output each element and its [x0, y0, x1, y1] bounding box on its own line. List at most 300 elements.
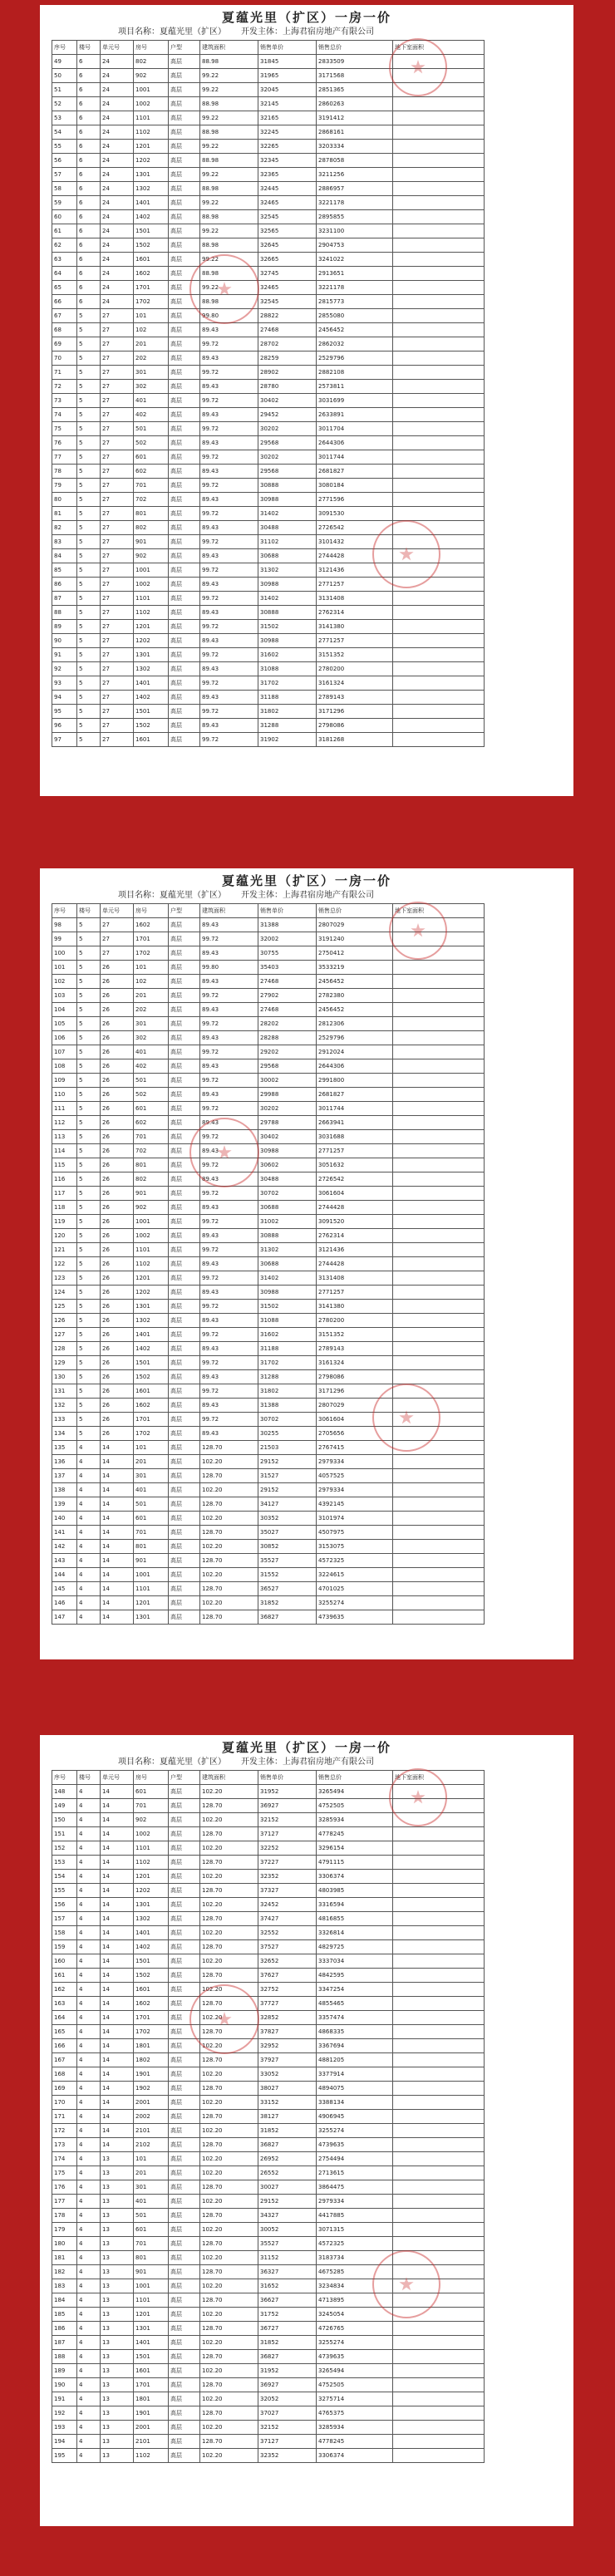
table-cell: 301 — [134, 1017, 169, 1031]
table-cell: 2798086 — [317, 1370, 393, 1384]
table-cell: 6 — [77, 210, 101, 224]
table-cell: 4 — [77, 1512, 101, 1526]
table-cell: 602 — [134, 465, 169, 479]
table-row — [52, 1300, 485, 1314]
table-cell: 89.43 — [200, 1031, 258, 1045]
table-cell: 4 — [77, 1596, 101, 1610]
table-cell: 1401 — [134, 1926, 169, 1940]
table-cell: 14 — [101, 1785, 134, 1799]
table-cell: 3141380 — [317, 1300, 393, 1314]
table-row — [52, 168, 485, 182]
table-cell: 27 — [101, 648, 134, 662]
table-cell — [393, 1469, 485, 1483]
table-cell: 5 — [77, 408, 101, 422]
table-cell: 5 — [77, 1356, 101, 1370]
table-row — [52, 1130, 485, 1144]
table-cell: 13 — [101, 2180, 134, 2195]
table-cell: 99.72 — [200, 1158, 258, 1172]
table-cell: 31388 — [258, 918, 317, 932]
table-cell: 99.72 — [200, 989, 258, 1003]
table-cell: 89.43 — [200, 1427, 258, 1441]
table-cell — [393, 2392, 485, 2406]
table-cell: 高层 — [169, 918, 200, 932]
table-cell: 124 — [52, 1286, 77, 1300]
table-cell: 2851365 — [317, 83, 393, 97]
table-cell: 88.98 — [200, 55, 258, 69]
table-cell: 31952 — [258, 2364, 317, 2378]
table-row — [52, 1540, 485, 1554]
table-cell: 4 — [77, 2406, 101, 2421]
table-cell — [393, 1568, 485, 1582]
table-cell: 89.43 — [200, 521, 258, 535]
table-cell: 2101 — [134, 2124, 169, 2138]
page-title: 夏蕴光里（扩区）一房一价 — [221, 1740, 391, 1755]
table-cell: 99.72 — [200, 648, 258, 662]
table-cell: 32252 — [258, 1841, 317, 1856]
table-cell: 66 — [52, 295, 77, 309]
table-cell: 89.43 — [200, 1399, 258, 1413]
table-cell: 1901 — [134, 2406, 169, 2421]
project-name: 项目名称：夏蕴光里（扩区） — [118, 1757, 226, 1767]
table-row — [52, 224, 485, 238]
table-cell: 5 — [77, 578, 101, 592]
table-cell: 14 — [101, 1799, 134, 1813]
table-cell — [393, 196, 485, 210]
table-cell — [393, 1413, 485, 1427]
table-cell: 128.70 — [200, 1884, 258, 1898]
column-header: 房号 — [134, 904, 169, 918]
table-row — [52, 281, 485, 295]
table-cell: 高层 — [169, 2237, 200, 2251]
table-cell: 14 — [101, 1969, 134, 1983]
table-cell — [393, 111, 485, 125]
table-cell: 32545 — [258, 210, 317, 224]
table-cell: 30988 — [258, 634, 317, 648]
table-cell: 高层 — [169, 549, 200, 563]
table-cell: 1102 — [134, 1856, 169, 1870]
table-row — [52, 2223, 485, 2237]
table-cell — [393, 1940, 485, 1954]
table-row — [52, 705, 485, 719]
table-cell: 26 — [101, 1271, 134, 1286]
table-cell: 6 — [77, 295, 101, 309]
table-cell — [393, 253, 485, 267]
table-cell — [393, 295, 485, 309]
table-cell: 56 — [52, 154, 77, 168]
table-cell: 4 — [77, 2039, 101, 2053]
table-cell: 4 — [77, 2124, 101, 2138]
table-cell: 31702 — [258, 1356, 317, 1370]
table-cell: 96 — [52, 719, 77, 733]
price-list-page — [40, 868, 573, 1659]
table-cell: 1402 — [134, 691, 169, 705]
table-cell: 3131408 — [317, 1271, 393, 1286]
table-row — [52, 140, 485, 154]
table-cell: 2681827 — [317, 1088, 393, 1102]
table-cell: 4 — [77, 1455, 101, 1469]
table-cell: 31852 — [258, 2336, 317, 2350]
table-cell: 186 — [52, 2322, 77, 2336]
table-cell: 31652 — [258, 2279, 317, 2293]
table-cell — [393, 154, 485, 168]
table-cell: 高层 — [169, 238, 200, 253]
table-cell: 高层 — [169, 1954, 200, 1969]
table-cell: 99.22 — [200, 83, 258, 97]
table-cell: 2713615 — [317, 2166, 393, 2180]
table-cell: 24 — [101, 55, 134, 69]
table-cell: 3255274 — [317, 2124, 393, 2138]
table-cell: 3031699 — [317, 394, 393, 408]
column-header: 户型 — [169, 1771, 200, 1785]
table-cell: 601 — [134, 1512, 169, 1526]
table-cell: 28202 — [258, 1017, 317, 1031]
table-cell: 58 — [52, 182, 77, 196]
table-cell: 102.20 — [200, 1596, 258, 1610]
table-cell: 32245 — [258, 125, 317, 140]
table-cell: 2815773 — [317, 295, 393, 309]
table-cell: 30702 — [258, 1413, 317, 1427]
table-cell: 2754494 — [317, 2152, 393, 2166]
table-cell: 31602 — [258, 648, 317, 662]
table-cell: 高层 — [169, 1540, 200, 1554]
table-cell: 高层 — [169, 1940, 200, 1954]
table-cell: 89.43 — [200, 606, 258, 620]
table-cell: 高层 — [169, 592, 200, 606]
table-cell: 5 — [77, 1257, 101, 1271]
table-cell — [393, 1582, 485, 1596]
table-cell: 1102 — [134, 606, 169, 620]
table-cell: 302 — [134, 380, 169, 394]
table-cell: 高层 — [169, 2322, 200, 2336]
table-cell: 128.70 — [200, 2110, 258, 2124]
column-header: 序号 — [52, 1771, 77, 1785]
table-cell: 14 — [101, 1526, 134, 1540]
table-cell: 5 — [77, 1074, 101, 1088]
table-cell: 1501 — [134, 224, 169, 238]
table-row — [52, 97, 485, 111]
table-cell: 31402 — [258, 507, 317, 521]
table-cell — [393, 1870, 485, 1884]
table-cell: 102.20 — [200, 2152, 258, 2166]
table-cell: 31902 — [258, 733, 317, 747]
table-row — [52, 2067, 485, 2082]
table-cell: 5 — [77, 535, 101, 549]
table-cell — [393, 2279, 485, 2293]
table-cell: 1701 — [134, 2011, 169, 2025]
table-cell — [393, 961, 485, 975]
table-row — [52, 521, 485, 535]
table-cell: 102.20 — [200, 2067, 258, 2082]
table-row — [52, 1912, 485, 1926]
table-cell: 14 — [101, 1940, 134, 1954]
table-cell: 3101432 — [317, 535, 393, 549]
table-cell: 3316594 — [317, 1898, 393, 1912]
table-cell: 103 — [52, 989, 77, 1003]
table-cell — [393, 1144, 485, 1158]
table-cell: 高层 — [169, 1870, 200, 1884]
table-cell: 29788 — [258, 1116, 317, 1130]
table-cell: 102 — [134, 323, 169, 337]
table-cell: 4 — [77, 1526, 101, 1540]
table-cell: 5 — [77, 946, 101, 961]
table-cell — [393, 2406, 485, 2421]
table-cell: 32045 — [258, 83, 317, 97]
table-cell: 28702 — [258, 337, 317, 351]
table-cell: 189 — [52, 2364, 77, 2378]
table-cell — [393, 2124, 485, 2138]
table-cell: 3285934 — [317, 1813, 393, 1827]
table-cell: 99.72 — [200, 932, 258, 946]
table-cell: 107 — [52, 1045, 77, 1059]
table-cell: 高层 — [169, 1243, 200, 1257]
table-cell: 高层 — [169, 125, 200, 140]
table-cell — [393, 705, 485, 719]
table-cell: 26 — [101, 1017, 134, 1031]
table-row — [52, 351, 485, 366]
table-cell: 3864475 — [317, 2180, 393, 2195]
table-cell: 13 — [101, 2406, 134, 2421]
table-cell: 27 — [101, 465, 134, 479]
table-row — [52, 1813, 485, 1827]
table-cell: 116 — [52, 1172, 77, 1187]
table-cell: 89.43 — [200, 1286, 258, 1300]
table-cell: 99.72 — [200, 337, 258, 351]
table-cell: 106 — [52, 1031, 77, 1045]
table-cell: 90 — [52, 634, 77, 648]
table-cell: 301 — [134, 2180, 169, 2195]
table-cell: 27 — [101, 337, 134, 351]
table-cell: 30002 — [258, 1074, 317, 1088]
table-cell: 31102 — [258, 535, 317, 549]
table-cell — [393, 2082, 485, 2096]
table-cell: 5 — [77, 662, 101, 676]
table-cell: 6 — [77, 55, 101, 69]
table-cell: 99.72 — [200, 366, 258, 380]
table-cell: 14 — [101, 1512, 134, 1526]
table-cell: 89.43 — [200, 1003, 258, 1017]
table-cell: 14 — [101, 2039, 134, 2053]
table-cell: 3171296 — [317, 705, 393, 719]
table-row — [52, 507, 485, 521]
table-cell: 401 — [134, 1483, 169, 1497]
table-cell: 高层 — [169, 1031, 200, 1045]
table-cell — [393, 1201, 485, 1215]
table-cell: 102.20 — [200, 2195, 258, 2209]
table-cell — [393, 2421, 485, 2435]
column-header: 房号 — [134, 1771, 169, 1785]
table-cell: 30888 — [258, 606, 317, 620]
table-cell: 99.22 — [200, 253, 258, 267]
table-cell: 55 — [52, 140, 77, 154]
table-cell: 128.70 — [200, 2350, 258, 2364]
table-cell: 5 — [77, 1017, 101, 1031]
table-cell: 27 — [101, 578, 134, 592]
table-cell: 28822 — [258, 309, 317, 323]
table-cell: 28288 — [258, 1031, 317, 1045]
table-cell: 14 — [101, 1870, 134, 1884]
table-cell: 3275714 — [317, 2392, 393, 2406]
table-cell — [393, 975, 485, 989]
table-cell: 24 — [101, 97, 134, 111]
table-cell: 24 — [101, 69, 134, 83]
table-cell: 5 — [77, 450, 101, 465]
table-cell: 1102 — [134, 2449, 169, 2463]
table-cell: 5 — [77, 691, 101, 705]
table-cell: 27 — [101, 563, 134, 578]
table-cell — [393, 1912, 485, 1926]
table-cell: 3161324 — [317, 676, 393, 691]
table-cell: 4881205 — [317, 2053, 393, 2067]
table-cell: 5 — [77, 1229, 101, 1243]
table-cell: 高层 — [169, 281, 200, 295]
table-cell: 128.70 — [200, 1526, 258, 1540]
table-cell: 30602 — [258, 1158, 317, 1172]
table-row — [52, 1497, 485, 1512]
table-cell: 5 — [77, 1342, 101, 1356]
table-cell: 3388134 — [317, 2096, 393, 2110]
table-cell: 102.20 — [200, 2308, 258, 2322]
table-row — [52, 719, 485, 733]
table-cell: 701 — [134, 1526, 169, 1540]
table-cell: 高层 — [169, 2364, 200, 2378]
table-cell: 4675285 — [317, 2265, 393, 2279]
table-cell: 4 — [77, 2138, 101, 2152]
table-cell: 30888 — [258, 479, 317, 493]
column-header: 销售总价 — [317, 41, 393, 55]
table-cell: 5 — [77, 1088, 101, 1102]
table-row — [52, 975, 485, 989]
table-cell: 4057525 — [317, 1469, 393, 1483]
table-cell: 3171296 — [317, 1384, 393, 1399]
table-row — [52, 2293, 485, 2308]
table-row — [52, 1172, 485, 1187]
table-cell: 185 — [52, 2308, 77, 2322]
table-cell: 128.70 — [200, 2237, 258, 2251]
table-cell: 24 — [101, 196, 134, 210]
table-cell — [393, 1610, 485, 1625]
table-cell: 14 — [101, 2138, 134, 2152]
table-cell: 149 — [52, 1799, 77, 1813]
table-cell: 4 — [77, 2082, 101, 2096]
table-cell: 高层 — [169, 733, 200, 747]
table-cell — [393, 1926, 485, 1940]
table-cell: 165 — [52, 2025, 77, 2039]
table-cell: 高层 — [169, 436, 200, 450]
table-cell: 高层 — [169, 253, 200, 267]
table-cell: 38027 — [258, 2082, 317, 2096]
table-cell: 14 — [101, 1841, 134, 1856]
table-cell: 102.20 — [200, 1455, 258, 1469]
table-cell: 79 — [52, 479, 77, 493]
table-cell: 401 — [134, 2195, 169, 2209]
table-cell: 1002 — [134, 97, 169, 111]
table-cell: 1702 — [134, 295, 169, 309]
table-cell: 34127 — [258, 1497, 317, 1512]
table-cell — [393, 1356, 485, 1370]
table-cell: 高层 — [169, 2449, 200, 2463]
table-cell: 36527 — [258, 1582, 317, 1596]
table-cell: 2855080 — [317, 309, 393, 323]
table-cell: 14 — [101, 1827, 134, 1841]
table-cell: 4 — [77, 1983, 101, 1997]
table-row — [52, 1610, 485, 1625]
table-cell: 高层 — [169, 1328, 200, 1342]
project-info — [52, 890, 562, 902]
table-cell: 2644306 — [317, 436, 393, 450]
table-cell: 5 — [77, 309, 101, 323]
table-cell: 160 — [52, 1954, 77, 1969]
table-cell: 1201 — [134, 1870, 169, 1884]
table-cell: 111 — [52, 1102, 77, 1116]
table-cell: 91 — [52, 648, 77, 662]
table-cell: 27 — [101, 507, 134, 521]
table-cell: 5 — [77, 1243, 101, 1257]
table-cell — [393, 267, 485, 281]
table-row — [52, 1856, 485, 1870]
table-cell: 32652 — [258, 1954, 317, 1969]
table-cell — [393, 1314, 485, 1328]
table-cell: 117 — [52, 1187, 77, 1201]
table-cell: 128.70 — [200, 2293, 258, 2308]
table-cell — [393, 662, 485, 676]
table-cell — [393, 1074, 485, 1088]
table-cell: 2862032 — [317, 337, 393, 351]
table-cell: 5 — [77, 549, 101, 563]
table-cell: 81 — [52, 507, 77, 521]
table-row — [52, 1898, 485, 1912]
table-cell: 3231100 — [317, 224, 393, 238]
table-cell: 26 — [101, 1059, 134, 1074]
table-cell: 31152 — [258, 2251, 317, 2265]
table-cell — [393, 2067, 485, 2082]
table-cell: 高层 — [169, 450, 200, 465]
table-row — [52, 1483, 485, 1497]
table-cell: 2744428 — [317, 1257, 393, 1271]
table-cell: 高层 — [169, 932, 200, 946]
table-cell: 32645 — [258, 238, 317, 253]
table-cell: 3211256 — [317, 168, 393, 182]
table-row — [52, 1286, 485, 1300]
table-cell — [393, 351, 485, 366]
table-cell: 32052 — [258, 2392, 317, 2406]
table-cell: 3265494 — [317, 2364, 393, 2378]
table-cell: 89.43 — [200, 1059, 258, 1074]
table-cell: 89.43 — [200, 946, 258, 961]
table-cell: 14 — [101, 2053, 134, 2067]
table-cell: 27 — [101, 535, 134, 549]
table-cell — [393, 719, 485, 733]
table-cell: 2001 — [134, 2421, 169, 2435]
table-cell: 88.98 — [200, 125, 258, 140]
table-cell: 4752505 — [317, 1799, 393, 1813]
table-cell: 701 — [134, 479, 169, 493]
table-cell: 89.43 — [200, 662, 258, 676]
table-cell: 14 — [101, 2110, 134, 2124]
table-row — [52, 1554, 485, 1568]
table-cell: 35527 — [258, 1554, 317, 1568]
table-cell — [393, 1384, 485, 1399]
table-cell: 36927 — [258, 2378, 317, 2392]
table-cell: 高层 — [169, 394, 200, 408]
table-cell: 32345 — [258, 154, 317, 168]
table-cell: 30202 — [258, 422, 317, 436]
table-cell: 2681827 — [317, 465, 393, 479]
table-cell: 194 — [52, 2435, 77, 2449]
table-cell: 1202 — [134, 634, 169, 648]
table-cell: 13 — [101, 2223, 134, 2237]
table-cell: 64 — [52, 267, 77, 281]
table-cell: 5 — [77, 366, 101, 380]
